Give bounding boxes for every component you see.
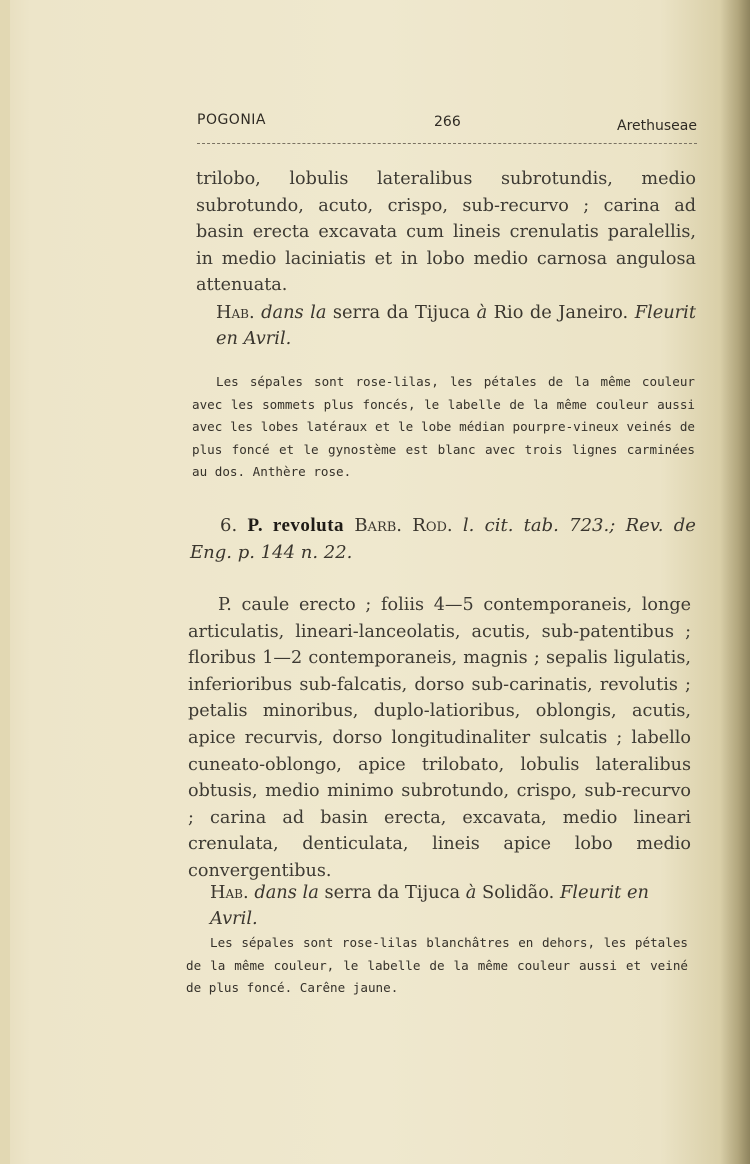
habitat-1-flowering: Fleurit en Avril. — [216, 302, 697, 349]
habitat-1-city: Rio de Janeiro. — [493, 302, 629, 323]
species-number: 6. — [220, 515, 238, 536]
running-head — [197, 110, 697, 134]
habitat-1-conj: à — [476, 302, 488, 323]
species-heading — [190, 512, 696, 566]
running-head-genus: POGONIA — [197, 112, 267, 128]
habitat-2-flowering: Fleurit en Avril. — [210, 882, 649, 929]
habitat-1 — [216, 300, 696, 352]
species-description — [188, 592, 691, 885]
running-head-tribe: Arethuseae — [617, 118, 697, 134]
species-description-text: P. caule erecto ; foliis 4—5 contemporaneis, longe articulatis, lineari-lanceolatis, acutis, sub-patentibus ; floribus 1—2 contemporaneis, magnis ; sepalis ligulatis, inferioribus sub-falcatis, dorso sub-carinatis, revolutis ; petalis minoribus, duplo-latioribus, oblongis, acutis, apice recurvis, dorso longitudinaliter sulcatis ; labello cuneato-oblongo, apice trilobato, lobulis lateralibus obtusis, medio minimo subrotundo, crispo, sub-recurvo ; carina ad basin erecta, excavata, medio lineari crenulata, denticulata, lineis apice lobo medio convergentibus. — [188, 595, 691, 881]
habitat-2-place: serra da Tijuca — [324, 882, 461, 903]
habitat-2-conj: à — [465, 882, 477, 903]
habitat-1-place: serra da Tijuca — [332, 302, 471, 323]
page-left-edge — [0, 0, 10, 1164]
habitat-1-prep: dans la — [261, 302, 327, 323]
page-binding-shadow — [720, 0, 750, 1164]
french-note-1 — [192, 371, 695, 484]
header-rule — [197, 143, 697, 144]
habitat-2-city: Solidão. — [482, 882, 555, 903]
french-note-2-text: Les sépales sont rose-lilas blanchâtres en dehors, les pétales de la même couleur, le labelle de la même couleur aussi et veiné de plus foncé. Carêne jaune. — [186, 935, 688, 995]
habitat-2 — [210, 880, 694, 932]
continuation-text: trilobo, lobulis lateralibus subrotundis, medio subrotundo, acuto, crispo, sub-recurvo ; carina ad basin erecta excavata cum lineis crenulatis paralellis, in medio laciniatis et in lobo medio carnosa angulosa attenuata. — [196, 169, 696, 295]
species-reference: l. cit. tab. 723.; Rev. de Eng. p. 144 n. 22. — [190, 515, 696, 563]
french-note-2 — [186, 932, 688, 1000]
habitat-1-label: Hab. — [216, 302, 255, 323]
habitat-2-prep: dans la — [254, 882, 319, 903]
habitat-2-label: Hab. — [210, 882, 249, 903]
continuation-paragraph — [196, 166, 696, 299]
species-author: Barb. Rod. — [354, 515, 453, 536]
french-note-1-text: Les sépales sont rose-lilas, les pétales de la même couleur avec les sommets plus foncés, le labelle de la même couleur aussi avec les lobes latéraux et le lobe médian pourpre-vineux veinés de plus foncé et le gynostème est blanc avec trois lignes carminées au dos. Anthère rose. — [192, 374, 695, 479]
species-name: P. revoluta — [247, 515, 345, 536]
page-number: 266 — [434, 114, 461, 130]
